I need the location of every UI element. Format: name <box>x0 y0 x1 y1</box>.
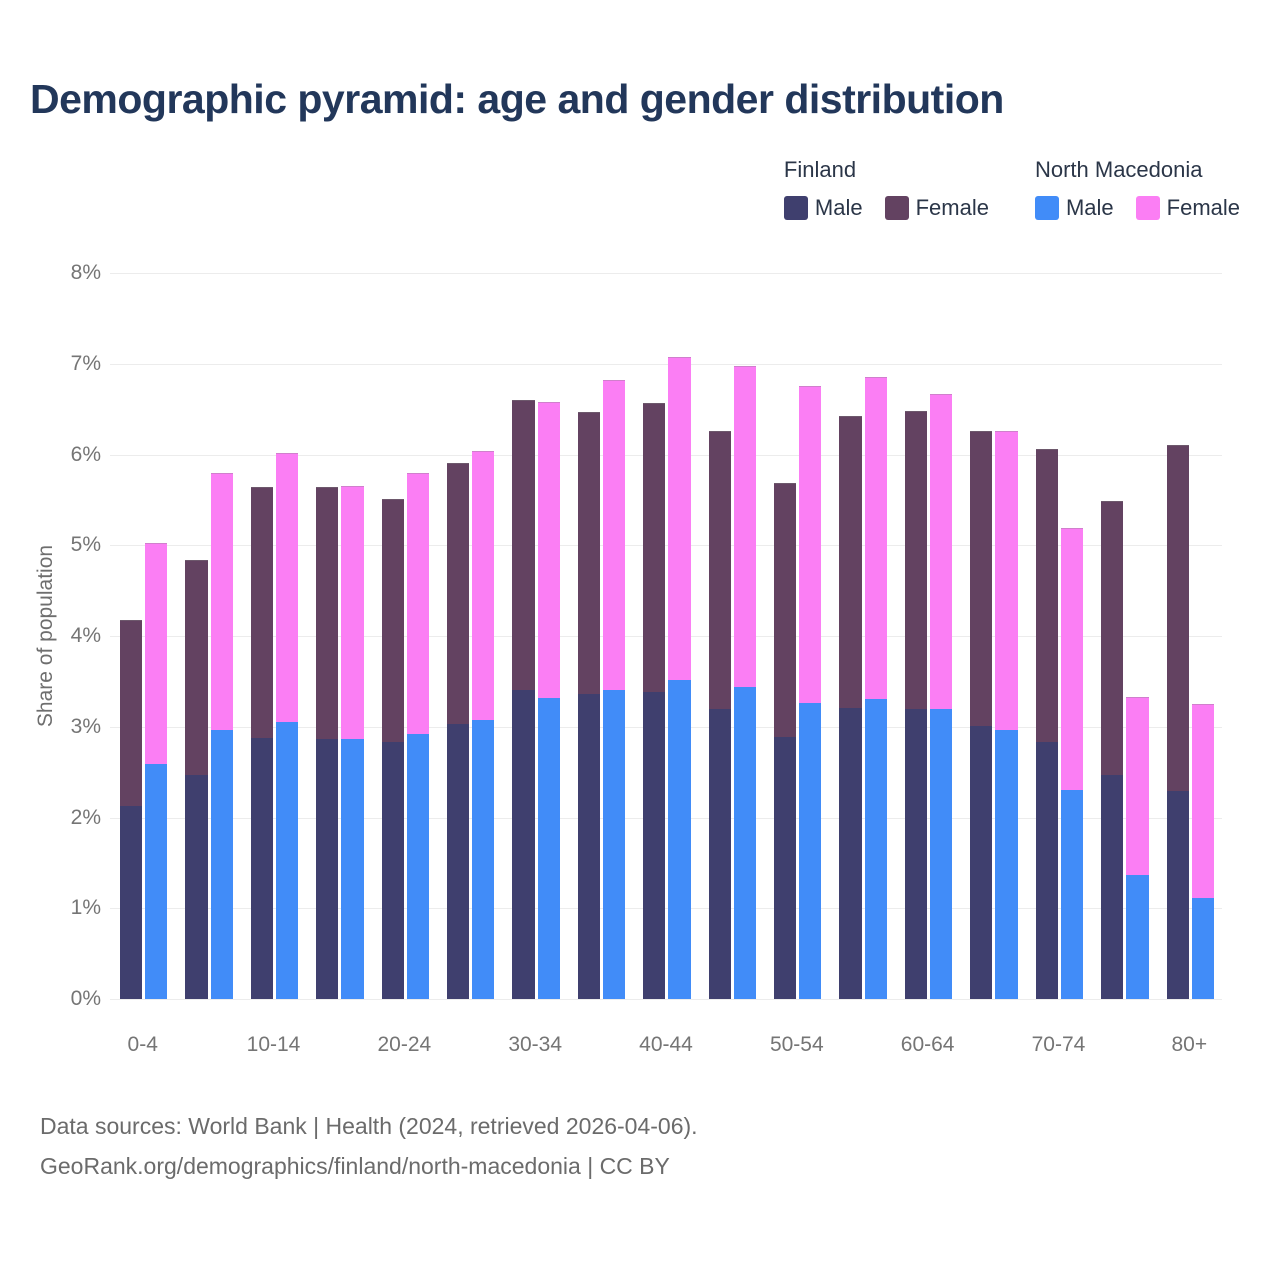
bar-segment-finland-male-15-19 <box>316 739 338 999</box>
bar-stack-north-macedonia-60-64 <box>930 273 952 999</box>
legend-swatch-icon-finland-female <box>885 196 909 220</box>
bar-segment-north-macedonia-male-25-29 <box>472 720 494 999</box>
bar-segment-finland-male-70-74 <box>1036 742 1058 999</box>
bar-stack-finland-15-19 <box>316 273 338 999</box>
bar-stack-finland-70-74 <box>1036 273 1058 999</box>
bar-group-25-29 <box>437 273 502 999</box>
footer <box>40 1106 698 1186</box>
bar-segment-north-macedonia-female-50-54 <box>799 386 821 703</box>
bar-segment-north-macedonia-female-40-44 <box>668 357 690 680</box>
bar-stack-north-macedonia-65-69 <box>995 273 1017 999</box>
x-tick-label-30-34: 30-34 <box>508 1033 563 1056</box>
legend-swatch-icon-finland-male <box>784 196 808 220</box>
bar-segment-north-macedonia-male-20-24 <box>407 734 429 999</box>
bar-group-55-59 <box>829 273 894 999</box>
bar-segment-north-macedonia-male-5-9 <box>211 730 233 999</box>
bar-segment-north-macedonia-male-45-49 <box>734 687 756 999</box>
legend-item-north-macedonia-female <box>1136 195 1240 221</box>
bars-container <box>110 273 1222 999</box>
bar-segment-finland-male-25-29 <box>447 724 469 999</box>
y-tick-label-7%: 7% <box>70 351 101 375</box>
y-tick-label-2%: 2% <box>70 805 101 829</box>
x-tick-label-80+: 80+ <box>1171 1033 1208 1056</box>
legend-item-finland-male <box>784 195 863 221</box>
legend-label: Female <box>1166 195 1240 220</box>
x-tick-label-20-24: 20-24 <box>377 1033 432 1056</box>
bar-segment-north-macedonia-male-65-69 <box>995 730 1017 999</box>
legend-group-finland <box>784 157 989 221</box>
bar-segment-finland-male-35-39 <box>578 694 600 999</box>
x-axis-tick-labels <box>110 1033 1222 1063</box>
bar-segment-finland-male-30-34 <box>512 690 534 999</box>
bar-stack-finland-20-24 <box>382 273 404 999</box>
bar-group-80+ <box>1157 273 1222 999</box>
bar-segment-north-macedonia-male-70-74 <box>1061 790 1083 999</box>
bar-stack-finland-40-44 <box>643 273 665 999</box>
legend-country-finland: Finland <box>783 157 857 182</box>
bar-segment-north-macedonia-female-20-24 <box>407 473 429 734</box>
bar-segment-north-macedonia-male-0-4 <box>145 764 167 999</box>
bar-segment-north-macedonia-female-80+ <box>1192 704 1214 898</box>
bar-stack-north-macedonia-80+ <box>1192 273 1214 999</box>
bar-stack-north-macedonia-40-44 <box>668 273 690 999</box>
bar-segment-north-macedonia-female-30-34 <box>538 402 560 698</box>
bar-segment-finland-male-55-59 <box>839 708 861 999</box>
bar-segment-finland-male-45-49 <box>709 709 731 999</box>
bar-segment-north-macedonia-male-55-59 <box>865 699 887 999</box>
bar-segment-finland-male-50-54 <box>774 737 796 999</box>
bar-group-15-19 <box>306 273 371 999</box>
bar-segment-finland-male-10-14 <box>251 738 273 999</box>
bar-segment-north-macedonia-female-60-64 <box>930 394 952 709</box>
bar-segment-finland-male-65-69 <box>970 726 992 999</box>
bar-segment-north-macedonia-male-35-39 <box>603 690 625 999</box>
bar-segment-north-macedonia-male-30-34 <box>538 698 560 999</box>
bar-segment-north-macedonia-female-10-14 <box>276 453 298 723</box>
bar-segment-north-macedonia-male-50-54 <box>799 703 821 999</box>
legend-label: Male <box>814 195 863 220</box>
bar-stack-north-macedonia-55-59 <box>865 273 887 999</box>
bar-stack-finland-0-4 <box>120 273 142 999</box>
footer-attribution: GeoRank.org/demographics/finland/north-macedonia | CC BY <box>40 1153 670 1179</box>
bar-stack-finland-80+ <box>1167 273 1189 999</box>
bar-segment-finland-female-10-14 <box>251 487 273 737</box>
bar-segment-north-macedonia-female-55-59 <box>865 377 887 698</box>
legend-country-north-macedonia: North Macedonia <box>1034 157 1203 182</box>
bar-group-5-9 <box>175 273 240 999</box>
bar-group-60-64 <box>895 273 960 999</box>
y-tick-label-6%: 6% <box>70 442 101 466</box>
bar-segment-finland-female-70-74 <box>1036 449 1058 742</box>
bar-stack-north-macedonia-15-19 <box>341 273 363 999</box>
bar-segment-finland-female-50-54 <box>774 483 796 737</box>
bar-segment-north-macedonia-female-0-4 <box>145 543 167 764</box>
bar-group-75-79 <box>1091 273 1156 999</box>
x-tick-label-0-4: 0-4 <box>127 1033 158 1056</box>
legend-items-finland <box>784 195 989 221</box>
bar-stack-north-macedonia-0-4 <box>145 273 167 999</box>
bar-segment-finland-female-80+ <box>1167 445 1189 792</box>
bar-stack-north-macedonia-75-79 <box>1126 273 1148 999</box>
bar-group-45-49 <box>699 273 764 999</box>
bar-segment-north-macedonia-male-15-19 <box>341 739 363 999</box>
bar-segment-north-macedonia-female-15-19 <box>341 486 363 739</box>
footer-data-sources: Data sources: World Bank | Health (2024, retrieved 2026-04-06). <box>40 1113 698 1139</box>
bar-segment-finland-female-75-79 <box>1101 501 1123 775</box>
bar-stack-finland-55-59 <box>839 273 861 999</box>
bar-segment-north-macedonia-male-10-14 <box>276 722 298 999</box>
y-axis-title: Share of population <box>34 544 57 728</box>
legend-group-north-macedonia <box>1035 157 1240 221</box>
bar-segment-finland-male-75-79 <box>1101 775 1123 999</box>
legend-label: Male <box>1065 195 1114 220</box>
bar-segment-finland-female-30-34 <box>512 400 534 690</box>
legend-item-north-macedonia-male <box>1035 195 1114 221</box>
bar-stack-north-macedonia-30-34 <box>538 273 560 999</box>
bar-stack-finland-35-39 <box>578 273 600 999</box>
bar-group-10-14 <box>241 273 306 999</box>
page-title: Demographic pyramid: age and gender distribution <box>30 76 1004 122</box>
bar-stack-finland-50-54 <box>774 273 796 999</box>
bar-stack-north-macedonia-5-9 <box>211 273 233 999</box>
y-tick-label-4%: 4% <box>70 624 101 647</box>
bar-segment-finland-female-0-4 <box>120 620 142 806</box>
x-tick-label-50-54: 50-54 <box>769 1033 824 1056</box>
y-tick-label-5%: 5% <box>70 533 101 557</box>
bar-stack-north-macedonia-10-14 <box>276 273 298 999</box>
bar-stack-finland-75-79 <box>1101 273 1123 999</box>
bar-segment-finland-male-60-64 <box>905 709 927 999</box>
bar-stack-finland-60-64 <box>905 273 927 999</box>
bar-group-30-34 <box>502 273 567 999</box>
bar-segment-north-macedonia-female-5-9 <box>211 473 233 731</box>
x-tick-label-10-14: 10-14 <box>246 1033 301 1056</box>
bar-group-70-74 <box>1026 273 1091 999</box>
x-tick-label-60-64: 60-64 <box>900 1033 955 1056</box>
legend-item-finland-female <box>885 195 989 221</box>
bar-segment-finland-female-60-64 <box>905 411 927 709</box>
bar-group-20-24 <box>372 273 437 999</box>
bar-stack-finland-65-69 <box>970 273 992 999</box>
bar-segment-finland-male-20-24 <box>382 742 404 999</box>
bar-stack-north-macedonia-70-74 <box>1061 273 1083 999</box>
bar-segment-finland-male-0-4 <box>120 806 142 999</box>
y-tick-label-1%: 1% <box>70 896 101 920</box>
bar-segment-north-macedonia-female-75-79 <box>1126 697 1148 875</box>
bar-stack-north-macedonia-45-49 <box>734 273 756 999</box>
bar-stack-finland-25-29 <box>447 273 469 999</box>
bar-group-50-54 <box>764 273 829 999</box>
bar-segment-north-macedonia-female-65-69 <box>995 431 1017 730</box>
bar-segment-finland-female-20-24 <box>382 499 404 742</box>
y-tick-label-8%: 8% <box>70 261 101 284</box>
y-tick-label-0%: 0% <box>70 987 101 1010</box>
x-tick-label-70-74: 70-74 <box>1031 1033 1086 1056</box>
bar-segment-finland-female-25-29 <box>447 463 469 724</box>
bar-stack-north-macedonia-35-39 <box>603 273 625 999</box>
bar-segment-finland-male-80+ <box>1167 791 1189 999</box>
bar-stack-finland-30-34 <box>512 273 534 999</box>
bar-segment-north-macedonia-female-25-29 <box>472 451 494 721</box>
plot-area <box>70 261 1222 1056</box>
bar-group-65-69 <box>960 273 1025 999</box>
bar-segment-finland-female-55-59 <box>839 416 861 708</box>
bar-segment-finland-female-15-19 <box>316 487 338 738</box>
legend <box>784 157 1240 221</box>
x-tick-label-40-44: 40-44 <box>639 1033 693 1056</box>
legend-swatch-icon-north-macedonia-male <box>1035 196 1059 220</box>
gridline-0% <box>70 987 1222 1010</box>
legend-label: Female <box>915 195 989 220</box>
bar-segment-finland-female-40-44 <box>643 403 665 692</box>
bar-stack-north-macedonia-50-54 <box>799 273 821 999</box>
bar-segment-north-macedonia-male-80+ <box>1192 898 1214 999</box>
bar-segment-north-macedonia-female-45-49 <box>734 366 756 687</box>
bar-segment-north-macedonia-male-60-64 <box>930 709 952 999</box>
bar-segment-finland-female-65-69 <box>970 431 992 726</box>
bar-stack-north-macedonia-20-24 <box>407 273 429 999</box>
bar-group-35-39 <box>568 273 633 999</box>
bar-stack-finland-45-49 <box>709 273 731 999</box>
bar-segment-finland-female-35-39 <box>578 412 600 694</box>
bar-group-40-44 <box>633 273 698 999</box>
bar-stack-finland-10-14 <box>251 273 273 999</box>
bar-group-0-4 <box>110 273 175 999</box>
bar-stack-finland-5-9 <box>185 273 207 999</box>
y-tick-label-3%: 3% <box>70 714 101 738</box>
bar-segment-finland-male-5-9 <box>185 775 207 999</box>
bar-segment-finland-female-5-9 <box>185 560 207 775</box>
bar-stack-north-macedonia-25-29 <box>472 273 494 999</box>
bar-segment-finland-male-40-44 <box>643 692 665 999</box>
bar-segment-north-macedonia-female-35-39 <box>603 380 625 690</box>
bar-segment-north-macedonia-male-40-44 <box>668 680 690 999</box>
bar-segment-finland-female-45-49 <box>709 431 731 709</box>
bar-segment-north-macedonia-male-75-79 <box>1126 875 1148 999</box>
bar-segment-north-macedonia-female-70-74 <box>1061 528 1083 790</box>
legend-swatch-icon-north-macedonia-female <box>1136 196 1160 220</box>
legend-items-north-macedonia <box>1035 195 1240 221</box>
